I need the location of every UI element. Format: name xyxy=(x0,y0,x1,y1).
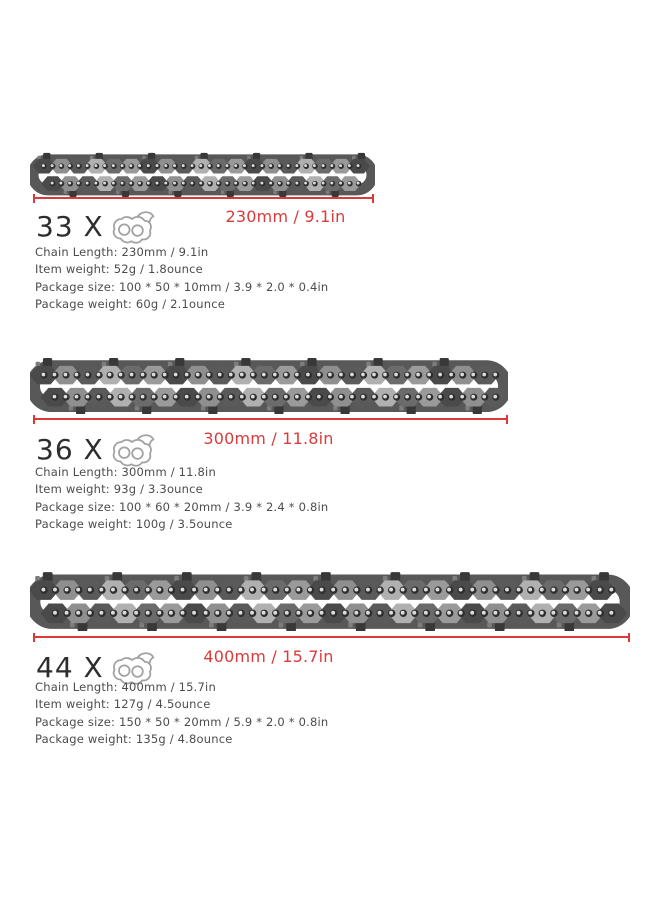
chain-photo-300mm xyxy=(30,356,508,414)
spec-list xyxy=(35,464,328,533)
spec-package-size: Package size: 100 * 60 * 20mm / 3.9 * 2.4 * 0.8in xyxy=(35,499,329,514)
spec-chain-length: Chain Length: 400mm / 15.7in xyxy=(35,680,216,694)
quantity-label: 33 X xyxy=(36,210,104,243)
spec-package-size: Package size: 100 * 50 * 10mm / 3.9 * 2.0 * 0.4in xyxy=(35,279,329,294)
quantity-label: 36 X xyxy=(36,433,104,466)
dimension-label: 230mm / 9.1in xyxy=(225,207,346,226)
quantity-row xyxy=(36,209,157,245)
spec-list xyxy=(35,679,328,748)
dimension-line xyxy=(33,418,508,420)
dimension-label: 300mm / 11.8in xyxy=(203,429,334,448)
spec-item-weight: Item weight: 52g / 1.8ounce xyxy=(35,262,203,277)
dimension-label: 400mm / 15.7in xyxy=(203,647,334,666)
dimension-line xyxy=(33,197,374,199)
quantity-row xyxy=(36,432,157,468)
chain-link-icon xyxy=(111,209,157,245)
spec-package-weight: Package weight: 100g / 3.5ounce xyxy=(35,516,233,531)
chain-photo-230mm xyxy=(30,151,375,197)
spec-item-weight: Item weight: 93g / 3.3ounce xyxy=(35,482,203,497)
spec-package-weight: Package weight: 60g / 2.1ounce xyxy=(35,296,226,311)
spec-chain-length: Chain Length: 230mm / 9.1in xyxy=(35,245,209,259)
chain-link-icon xyxy=(111,432,157,468)
dimension-line xyxy=(33,636,630,638)
chain-photo-400mm xyxy=(30,570,630,631)
spec-item-weight: Item weight: 127g / 4.5ounce xyxy=(35,697,211,712)
spec-package-size: Package size: 150 * 50 * 20mm / 5.9 * 2.0 * 0.8in xyxy=(35,714,329,729)
quantity-label: 44 X xyxy=(36,651,104,684)
spec-list xyxy=(35,244,328,313)
spec-package-weight: Package weight: 135g / 4.8ounce xyxy=(35,731,233,746)
spec-chain-length: Chain Length: 300mm / 11.8in xyxy=(35,465,216,479)
